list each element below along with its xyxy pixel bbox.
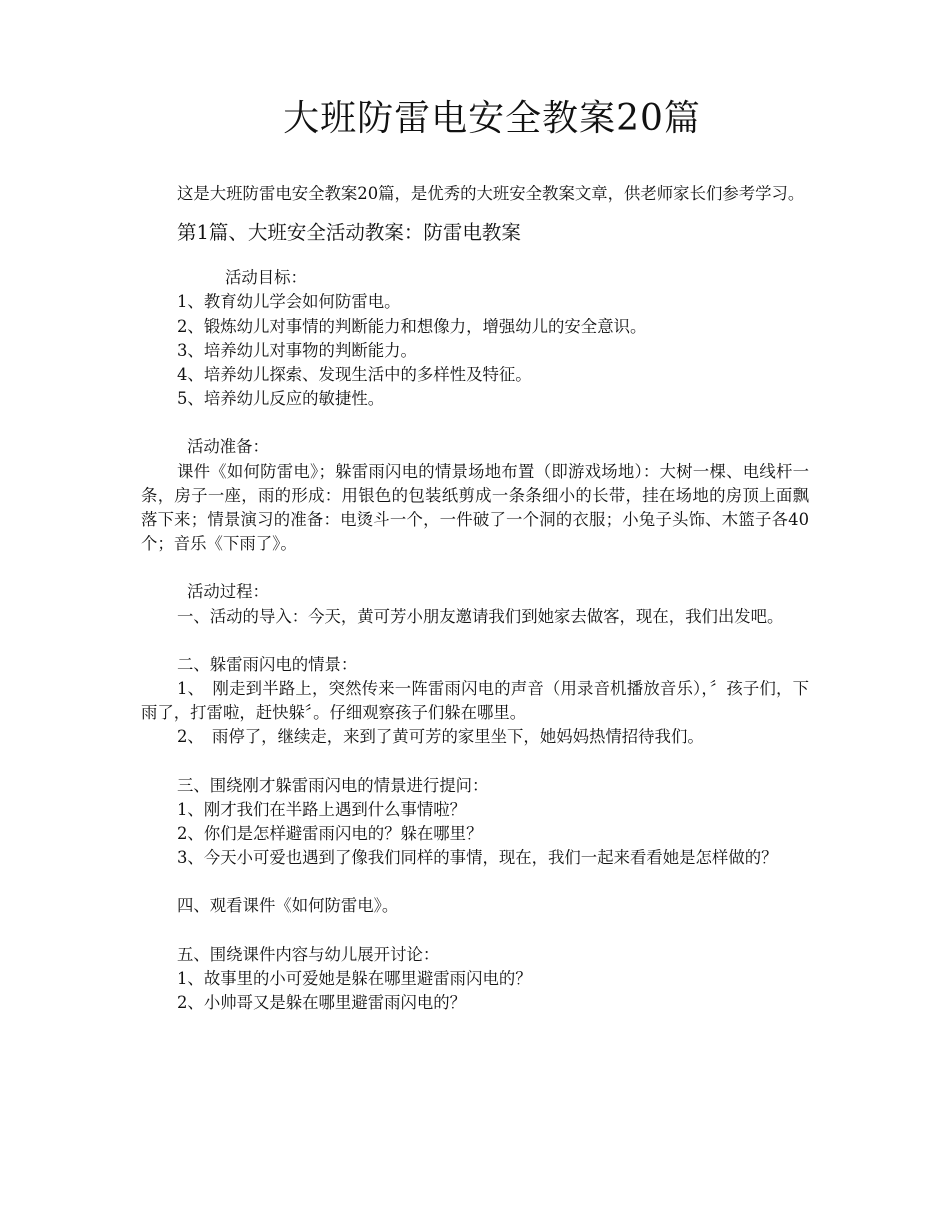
spacer [141, 750, 809, 774]
process-step-2-heading: 二、躲雷雨闪电的情景： [177, 654, 358, 674]
goal-item: 4、培养幼儿探索、发现生活中的多样性及特征。 [177, 365, 532, 385]
spacer [141, 411, 809, 435]
preparation-label: 活动准备： [187, 437, 269, 457]
process-step-1: 一、活动的导入：今天，黄可芳小朋友邀请我们到她家去做客，现在，我们出发吧。 [177, 606, 784, 626]
spacer [141, 870, 809, 894]
process-step-3-item: 1、刚才我们在半路上遇到什么事情啦？ [177, 799, 467, 819]
process-step-2-item: 2、 雨停了，继续走，来到了黄可芳的家里坐下，她妈妈热情招待我们。 [177, 727, 704, 747]
process-step-5-item: 2、小帅哥又是躲在哪里避雷雨闪电的？ [177, 993, 467, 1013]
process-step-4: 四、观看课件《如何防雷电》。 [177, 896, 399, 916]
process-step-3-heading: 三、围绕刚才躲雷雨闪电的情景进行提问： [177, 775, 489, 795]
spacer [141, 629, 809, 653]
spacer [141, 556, 809, 580]
goal-item: 3、培养幼儿对事物的判断能力。 [177, 340, 417, 360]
goal-item: 5、培养幼儿反应的敏捷性。 [177, 389, 385, 409]
process-label: 活动过程： [187, 582, 269, 602]
process-step-5-heading: 五、围绕课件内容与幼儿展开讨论： [177, 944, 440, 964]
goal-item: 1、教育幼儿学会如何防雷电。 [177, 292, 401, 312]
process-step-5-item: 1、故事里的小可爱她是躲在哪里避雷雨闪电的？ [177, 968, 532, 988]
goals-label: 活动目标： [225, 268, 307, 288]
process-step-2-item: 1、 刚走到半路上，突然传来一阵雷雨闪电的声音（用录音机播放音乐），〞孩子们，下雨了，打雷啦，赶快躲〞。仔细观察孩子们躲在哪里。 [141, 679, 809, 723]
goal-item: 2、锻炼幼儿对事情的判断能力和想像力，增强幼儿的安全意识。 [177, 316, 647, 336]
preparation-text: 课件《如何防雷电》；躲雷雨闪电的情景场地布置（即游戏场地）：大树一棵、电线杆一条，房子一座，雨的形成：用银色的包装纸剪成一条条细小的长带，挂在场地的房顶上面飘落下来；情景演习的准备：电烫斗一个，一件破了一个洞的衣服；小兔子头饰、木篮子各40个；音乐《下雨了》。 [141, 461, 809, 554]
section-heading: 第1篇、大班安全活动教案：防雷电教案 [177, 221, 521, 245]
document-title: 大班防雷电安全教案20篇 [283, 98, 701, 139]
process-step-3-item: 2、你们是怎样避雷雨闪电的？躲在哪里？ [177, 824, 483, 844]
document-body [141, 182, 809, 1015]
process-step-3-item: 3、今天小可爱也遇到了像我们同样的事情，现在，我们一起来看看她是怎样做的？ [177, 848, 778, 868]
spacer [141, 919, 809, 943]
intro-paragraph: 这是大班防雷电安全教案20篇，是优秀的大班安全教案文章，供老师家长们参考学习。 [177, 184, 805, 203]
